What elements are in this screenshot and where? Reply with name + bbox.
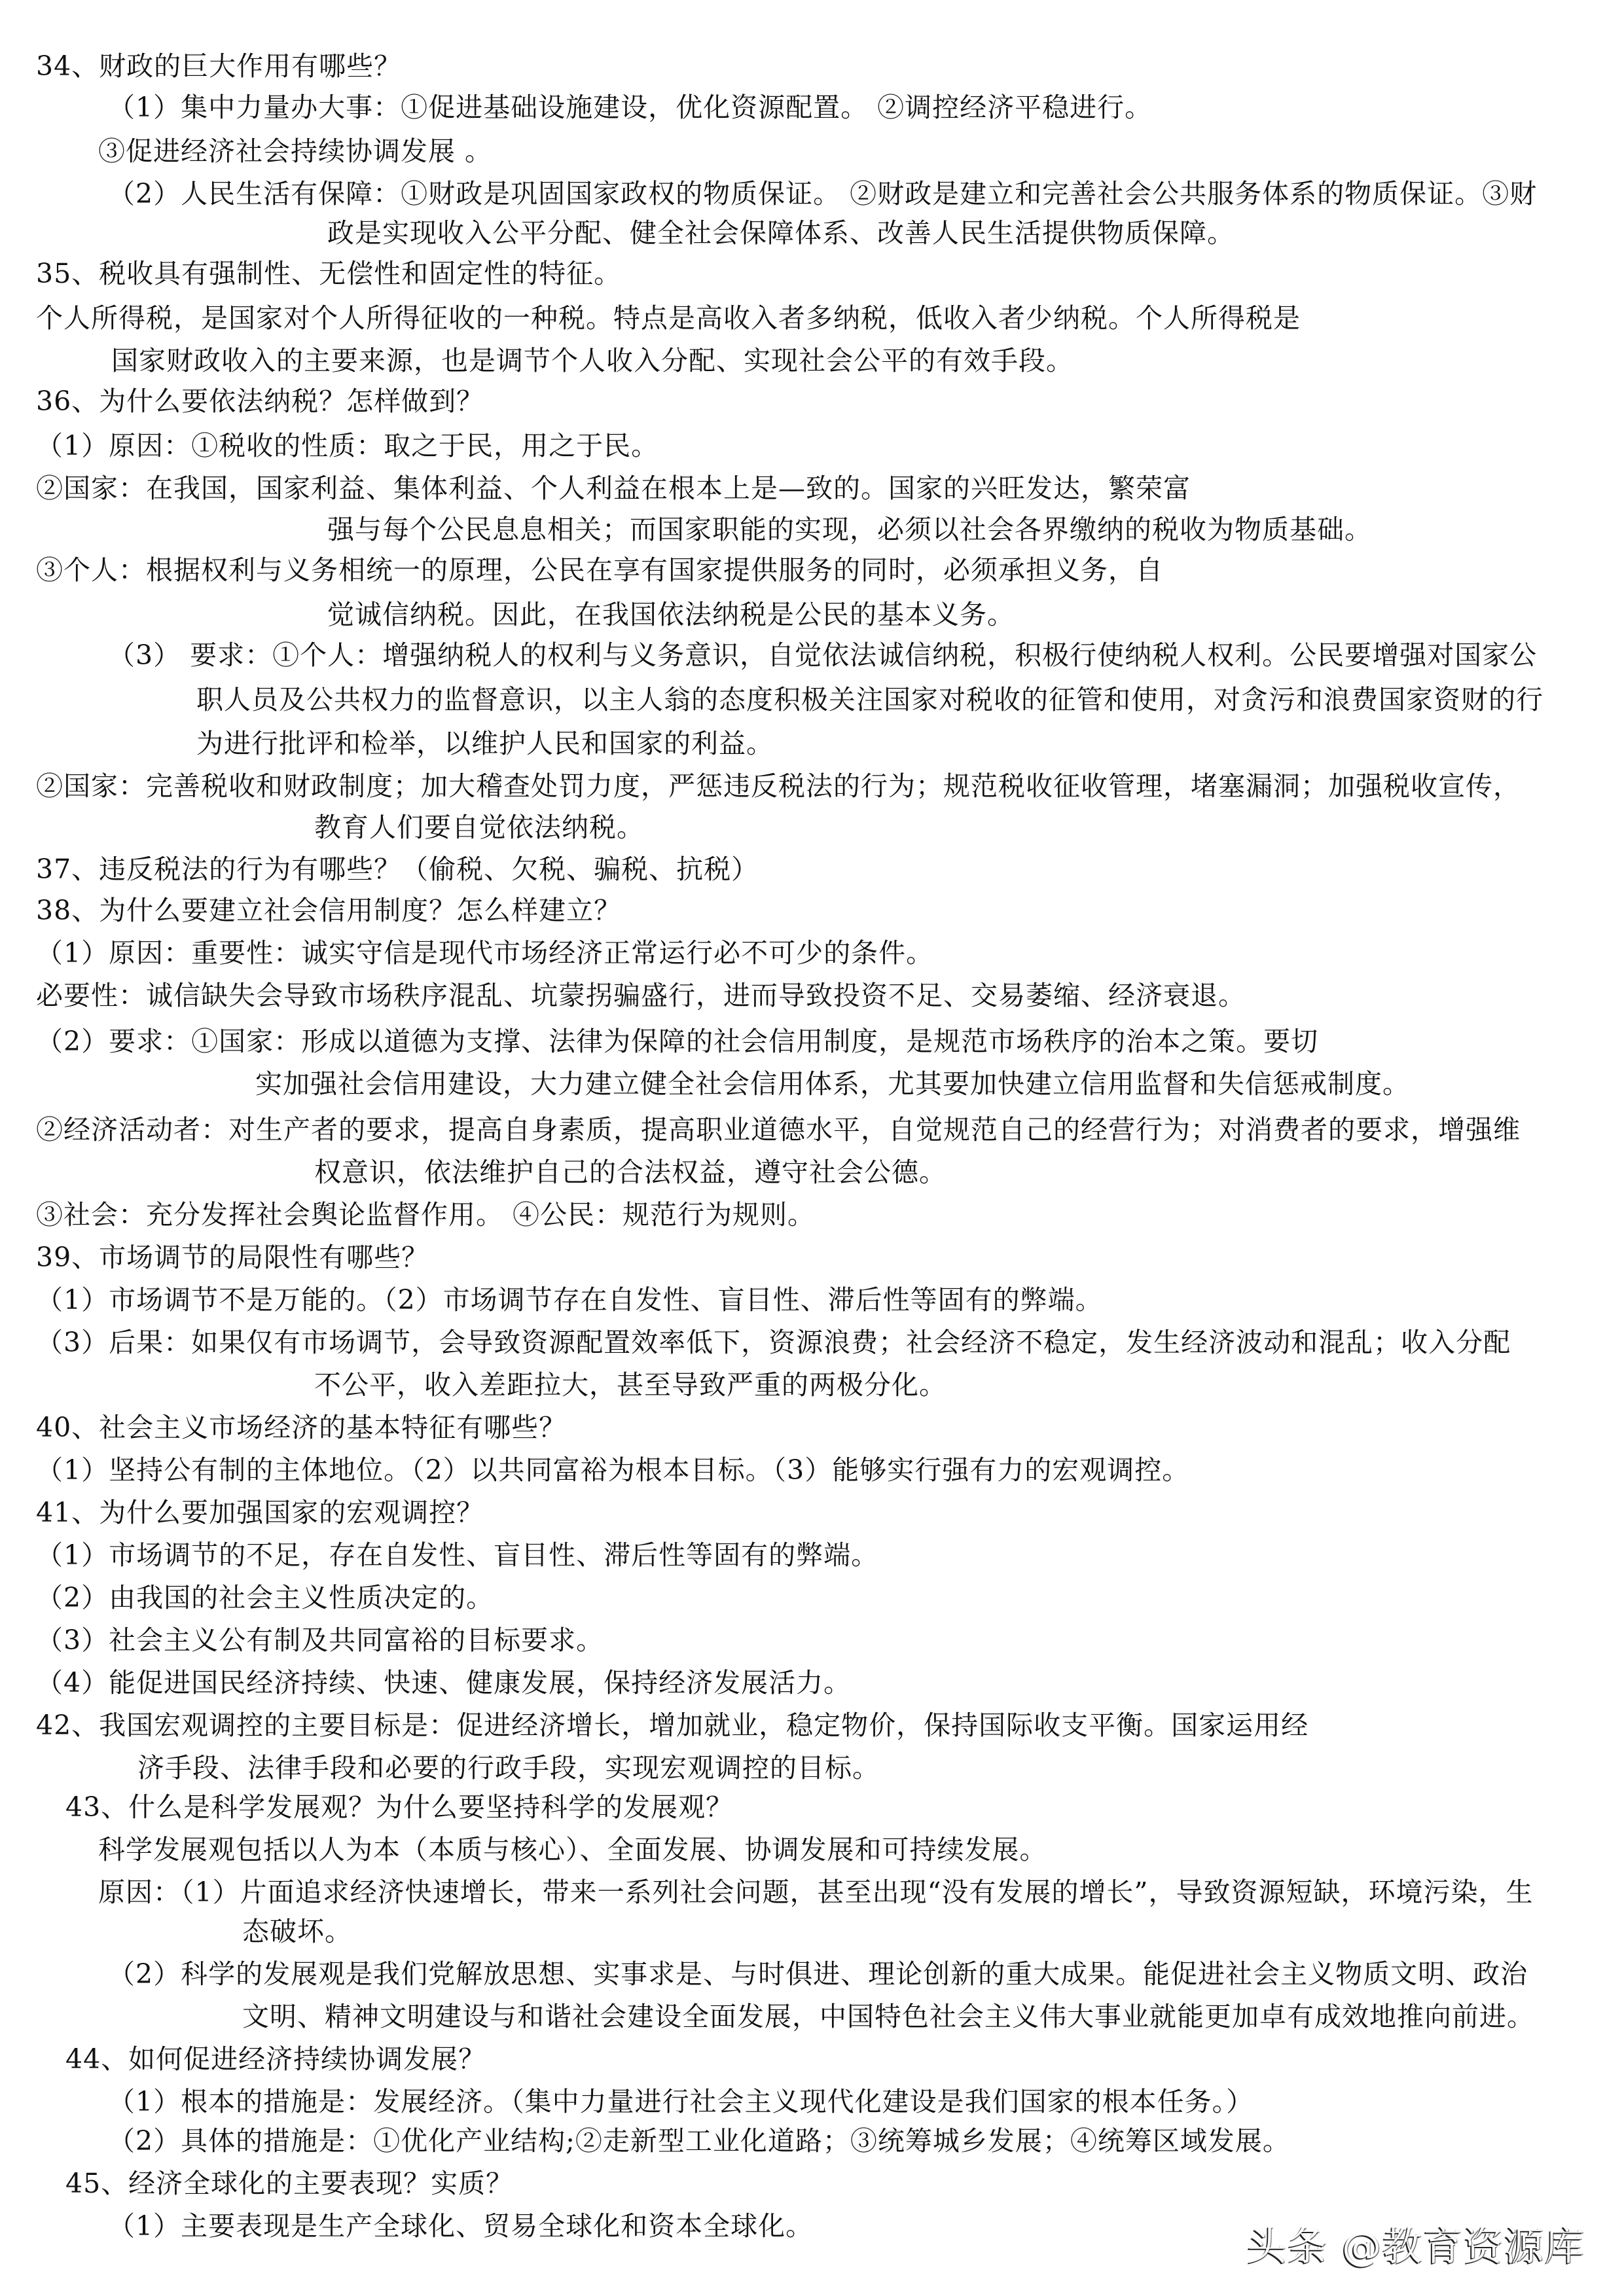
text-line: （1）坚持公有制的主体地位。（2）以共同富裕为根本目标。（3）能够实行强有力的宏观调控。: [36, 1454, 1190, 1486]
text-line: ②国家：在我国，国家利益、集体利益、个人利益在根本上是—致的。国家的兴旺发达，繁荣富: [36, 473, 1191, 504]
text-line: 不公平，收入差距拉大，甚至导致严重的两极分化。: [314, 1369, 947, 1401]
text-line: （1）原因：重要性：诚实守信是现代市场经济正常运行必不可少的条件。: [36, 937, 934, 969]
text-line: （2）具体的措施是：①优化产业结构;②走新型工业化道路；③统筹城乡发展；④统筹区域发展。: [108, 2125, 1290, 2157]
text-line: 40、社会主义市场经济的基本特征有哪些？: [36, 1412, 567, 1443]
text-line: （3）后果：如果仅有市场调节，会导致资源配置效率低下，资源浪费；社会经济不稳定，发生经济波动和混乱；收入分配: [36, 1327, 1511, 1358]
text-line: （4）能促进国民经济持续、快速、健康发展，保持经济发展活力。: [36, 1667, 852, 1698]
text-line: 38、为什么要建立社会信用制度？怎么样建立？: [36, 895, 622, 926]
text-line: 科学发展观包括以人为本（本质与核心）、全面发展、协调发展和可持续发展。: [98, 1834, 1047, 1865]
text-line: （1）主要表现是生产全球化、贸易全球化和资本全球化。: [108, 2210, 814, 2242]
text-line: 42、我国宏观调控的主要目标是：促进经济增长，增加就业，稳定物价，保持国际收支平衡。国家运用经: [36, 1710, 1309, 1741]
text-line: （1）根本的措施是：发展经济。（集中力量进行社会主义现代化建设是我们国家的根本任务。）: [108, 2086, 1254, 2117]
text-line: 济手段、法律手段和必要的行政手段，实现宏观调控的目标。: [137, 1752, 880, 1784]
text-line: （3） 要求：①个人：增强纳税人的权利与义务意识，自觉依法诚信纳税，积极行使纳税人权利。公民要增强对国家公: [108, 639, 1538, 671]
text-line: 37、违反税法的行为有哪些？（偷税、欠税、骗税、抗税）: [36, 853, 759, 885]
text-line: 个人所得税，是国家对个人所得征收的一种税。特点是高收入者多纳税，低收入者少纳税。个人所得税是: [36, 302, 1301, 334]
text-line: 34、财政的巨大作用有哪些？: [36, 50, 402, 82]
text-line: 41、为什么要加强国家的宏观调控？: [36, 1497, 484, 1528]
text-line: 权意识，依法维护自己的合法权益，遵守社会公德。: [314, 1157, 947, 1188]
text-line: 实加强社会信用建设，大力建立健全社会信用体系，尤其要加快建立信用监督和失信惩戒制度。: [255, 1068, 1410, 1100]
text-line: （1）市场调节不是万能的。（2）市场调节存在自发性、盲目性、滞后性等固有的弊端。: [36, 1284, 1103, 1316]
text-line: 教育人们要自觉依法纳税。: [314, 812, 644, 843]
text-line: ②经济活动者：对生产者的要求，提高自身素质，提高职业道德水平，自觉规范自己的经营行为；对消费者的要求，增强维: [36, 1114, 1521, 1145]
text-line: 为进行批评和检举，以维护人民和国家的利益。: [196, 728, 774, 759]
text-line: ③促进经济社会持续协调发展 。: [98, 135, 493, 167]
watermark: 头条 @教育资源库: [1247, 2224, 1586, 2270]
text-line: 职人员及公共权力的监督意识，以主人翁的态度积极关注国家对税收的征管和使用，对贪污和浪费国家资财的行: [196, 684, 1543, 715]
text-line: ③社会：充分发挥社会舆论监督作用。 ④公民：规范行为规则。: [36, 1199, 816, 1230]
text-line: 政是实现收入公平分配、健全社会保障体系、改善人民生活提供物质保障。: [327, 217, 1235, 249]
text-line: 态破坏。: [242, 1916, 352, 1947]
text-line: ②国家：完善税收和财政制度；加大稽查处罚力度，严惩违反税法的行为；规范税收征收管理，堵塞漏洞；加强税收宣传，: [36, 770, 1521, 802]
text-line: 36、为什么要依法纳税？怎样做到？: [36, 386, 484, 417]
text-line: 国家财政收入的主要来源，也是调节个人收入分配、实现社会公平的有效手段。: [111, 345, 1074, 376]
text-line: 原因：（1）片面追求经济快速增长，带来一系列社会问题，甚至出现“没有发展的增长”，导致资源短缺，环境污染，生: [98, 1876, 1534, 1908]
text-line: 35、税收具有强制性、无偿性和固定性的特征。: [36, 258, 622, 289]
text-line: （2）要求：①国家：形成以道德为支撑、法律为保障的社会信用制度，是规范市场秩序的治本之策。要切: [36, 1026, 1319, 1057]
text-line: 强与每个公民息息相关；而国家职能的实现，必须以社会各界缴纳的税收为物质基础。: [327, 514, 1372, 545]
text-line: （1）集中力量办大事：①促进基础设施建设，优化资源配置。 ②调控经济平稳进行。: [108, 92, 1153, 123]
text-line: （3）社会主义公有制及共同富裕的目标要求。: [36, 1624, 604, 1656]
text-line: 文明、精神文明建设与和谐社会建设全面发展，中国特色社会主义伟大事业就能更加卓有成效地推向前进。: [242, 2001, 1534, 2032]
text-line: 39、市场调节的局限性有哪些？: [36, 1242, 429, 1273]
text-line: 觉诚信纳税。因此，在我国依法纳税是公民的基本义务。: [327, 599, 1015, 630]
text-line: 必要性：诚信缺失会导致市场秩序混乱、坑蒙拐骗盛行，进而导致投资不足、交易萎缩、经济衰退。: [36, 980, 1246, 1011]
text-line: ③个人：根据权利与义务相统一的原理，公民在享有国家提供服务的同时，必须承担义务，自: [36, 554, 1163, 586]
text-line: （1）原因：①税收的性质：取之于民，用之于民。: [36, 430, 659, 461]
text-line: （2）由我国的社会主义性质决定的。: [36, 1582, 494, 1613]
text-line: 44、如何促进经济持续协调发展？: [65, 2043, 486, 2075]
text-line: （2）科学的发展观是我们党解放思想、实事求是、与时俱进、理论创新的重大成果。能促进社会主义物质文明、政治: [108, 1958, 1528, 1990]
text-line: （1）市场调节的不足，存在自发性、盲目性、滞后性等固有的弊端。: [36, 1539, 879, 1571]
text-line: 45、经济全球化的主要表现？实质？: [65, 2168, 514, 2199]
text-line: 43、什么是科学发展观？为什么要坚持科学的发展观？: [65, 1791, 734, 1823]
text-line: （2）人民生活有保障：①财政是巩固国家政权的物质保证。 ②财政是建立和完善社会公共服务体系的物质保证。③财: [108, 178, 1538, 209]
